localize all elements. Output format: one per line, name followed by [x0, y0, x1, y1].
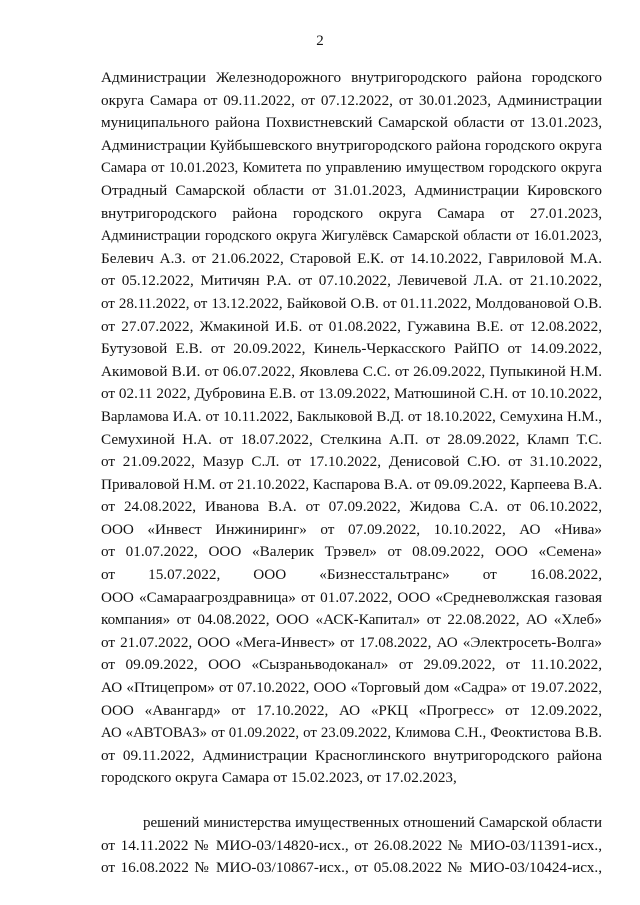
- text-line: от 05.12.2022, Митичян Р.А. от 07.10.2022, Левичевой Л.А. от 21.10.2022,: [101, 272, 602, 290]
- text-line: Приваловой Н.М. от 21.10.2022, Каспарова В.А. от 09.09.2022, Карпеева В.А.: [101, 475, 602, 493]
- text-line: от 27.07.2022, Жмакиной И.Б. от 01.08.2022, Гужавина В.Е. от 12.08.2022,: [101, 317, 602, 335]
- text-line: Белевич А.З. от 21.06.2022, Старовой Е.К. от 14.10.2022, Гавриловой М.А.: [101, 249, 602, 267]
- text-line: от 21.07.2022, ООО «Мега-Инвест» от 17.08.2022, АО «Электросеть-Волга»: [101, 633, 602, 651]
- document-body: [101, 67, 602, 880]
- text-line: Бутузовой Е.В. от 20.09.2022, Кинель-Черкасского РайПО от 14.09.2022,: [101, 340, 602, 358]
- text-line: от 24.08.2022, Иванова В.А. от 07.09.2022, Жидова С.А. от 06.10.2022,: [101, 498, 602, 516]
- text-line: АО «АВТОВАЗ» от 01.09.2022, от 23.09.2022, Климова С.Н., Феоктистова В.В.: [101, 725, 602, 742]
- text-line: от 02.11 2022, Дубровина Е.В. от 13.09.2022, Матюшиной С.Н. от 10.10.2022,: [101, 385, 602, 403]
- text-line: Отрадный Самарской области от 31.01.2023, Администрации Кировского: [101, 181, 602, 199]
- text-line: Семухиной Н.А. от 18.07.2022, Стелкина А.П. от 28.09.2022, Кламп Т.С.: [101, 430, 602, 448]
- text-line: Администрации Куйбышевского внутригородского района городского округа: [101, 136, 602, 154]
- paragraph-applications: [101, 67, 602, 790]
- text-line: от 16.08.2022 № МИО-03/10867-исх., от 05.08.2022 № МИО-03/10424-исх.,: [101, 859, 602, 877]
- text-line: Варламова И.А. от 10.11.2022, Баклыковой В.Д. от 18.10.2022, Семухина Н.М.,: [101, 408, 602, 425]
- text-line: муниципального района Похвистневский Самарской области от 13.01.2023,: [101, 114, 602, 132]
- text-line: от 09.11.2022, Администрации Красноглинского внутригородского района: [101, 746, 602, 764]
- text-line: от 01.07.2022, ООО «Валерик Трэвел» от 08.09.2022, ООО «Семена»: [101, 543, 602, 561]
- paragraph-ministry-decisions: [101, 812, 602, 880]
- text-line: ООО «Самараагроздравница» от 01.07.2022, ООО «Средневолжская газовая: [101, 588, 602, 606]
- text-line: компания» от 04.08.2022, ООО «АСК-Капитал» от 22.08.2022, АО «Хлеб»: [101, 611, 602, 629]
- paragraph-spacer: [101, 790, 602, 812]
- text-line: ООО «Авангард» от 17.10.2022, АО «РКЦ «Прогресс» от 12.09.2022,: [101, 701, 602, 719]
- text-line: ООО «Инвест Инжиниринг» от 07.09.2022, 10.10.2022, АО «Нива»: [101, 520, 602, 538]
- text-line: от 15.07.2022, ООО «Бизнесстальтранс» от 16.08.2022,: [101, 566, 602, 584]
- text-line: Самара от 10.01.2023, Комитета по управлению имуществом городского округа: [101, 160, 602, 177]
- text-line: от 21.09.2022, Мазур С.Л. от 17.10.2022, Денисовой С.Ю. от 31.10.2022,: [101, 453, 602, 471]
- page-number: 2: [316, 33, 324, 49]
- text-line: АО «Птицепром» от 07.10.2022, ООО «Торговый дом «Садра» от 19.07.2022,: [101, 679, 602, 697]
- text-line: внутригородского района городского округа Самара от 27.01.2023,: [101, 204, 602, 222]
- text-line: Администрации Железнодорожного внутригородского района городского: [101, 69, 602, 86]
- text-line: от 09.09.2022, ООО «Сызраньводоканал» от 29.09.2022, от 11.10.2022,: [101, 656, 602, 674]
- text-line: округа Самара от 09.11.2022, от 07.12.2022, от 30.01.2023, Администрации: [101, 91, 602, 109]
- text-line: Акимовой В.И. от 06.07.2022, Яковлева С.С. от 26.09.2022, Пупыкиной Н.М.: [101, 362, 602, 380]
- text-line: от 28.11.2022, от 13.12.2022, Байковой О.В. от 01.11.2022, Молдовановой О.В.: [101, 295, 602, 312]
- text-line: решений министерства имущественных отношений Самарской области: [143, 815, 602, 831]
- text-line: Администрации городского округа Жигулёвск Самарской области от 16.01.2023,: [101, 228, 602, 245]
- text-line: от 14.11.2022 № МИО-03/14820-исх., от 26.08.2022 № МИО-03/11391-исх.,: [101, 836, 602, 854]
- text-line: городского округа Самара от 15.02.2023, от 17.02.2023,: [101, 769, 457, 787]
